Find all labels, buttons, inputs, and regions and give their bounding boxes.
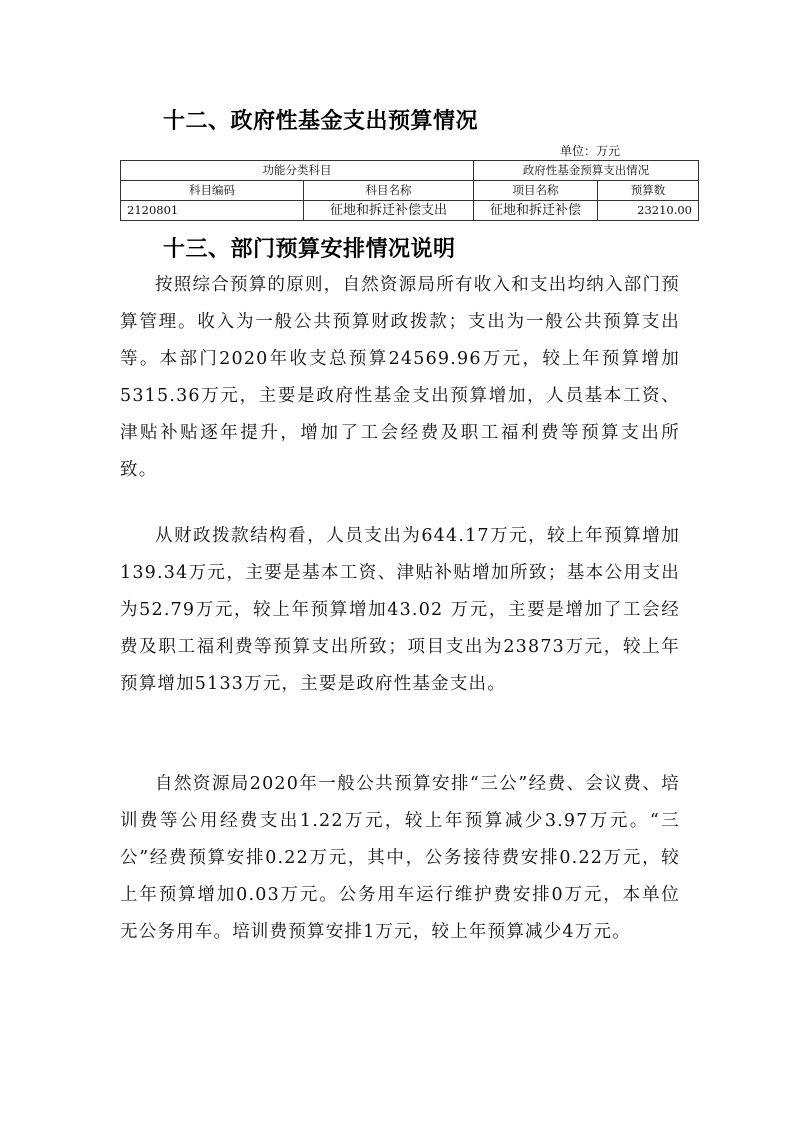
paragraph-overall-budget: 按照综合预算的原则，自然资源局所有收入和支出均纳入部门预算管理。收入为一般公共预算财政拨款；支出为一般公共预算支出等。本部门2020年收支总预算24569.96万元，较上年预算增加5315.36万元，主要是政府性基金支出预算增加，人员基本工资、津贴补贴逐年提升，增加了工会经费及职工福利费等预算支出所致。 [120, 275, 680, 480]
section-13-title: 十三、部门预算安排情况说明 [163, 237, 456, 262]
table-header-row [121, 181, 699, 201]
cell-amount: 23210.00 [598, 201, 699, 221]
group-header-fund-expenditure: 政府性基金预算支出情况 [474, 161, 699, 181]
fund-expenditure-table [120, 160, 699, 221]
column-header-amount: 预算数 [598, 181, 699, 201]
table-group-header-row [121, 161, 699, 181]
cell-name: 征地和拆迁补偿支出 [304, 201, 474, 221]
column-header-code: 科目编码 [121, 181, 304, 201]
section-12-title: 十二、政府性基金支出预算情况 [163, 109, 479, 134]
column-header-name: 科目名称 [304, 181, 474, 201]
cell-project: 征地和拆迁补偿 [474, 201, 598, 221]
paragraph-funding-structure: 从财政拨款结构看，人员支出为644.17万元，较上年预算增加139.34万元，主要是基本工资、津贴补贴增加所致；基本公用支出为52.79万元，较上年预算增加43.02 万元，主要是增加了工会经费及职工福利费等预算支出所致；项目支出为23873万元，较上年预算增加5133万元，主要是政府性基金支出。 [120, 526, 680, 694]
column-header-project: 项目名称 [474, 181, 598, 201]
table-row [121, 201, 699, 221]
paragraph-three-public-expenses: 自然资源局2020年一般公共预算安排“三公”经费、会议费、培训费等公用经费支出1.22万元，较上年预算减少3.97万元。“三公”经费预算安排0.22万元，其中，公务接待费安排0.22万元，较上年预算增加0.03万元。公务用车运行维护费安排0万元，本单位无公务用车。培训费预算安排1万元，较上年预算减少4万元。 [120, 774, 680, 942]
cell-code: 2120801 [121, 201, 304, 221]
group-header-functional: 功能分类科目 [121, 161, 474, 181]
unit-label: 单位：万元 [560, 144, 621, 158]
